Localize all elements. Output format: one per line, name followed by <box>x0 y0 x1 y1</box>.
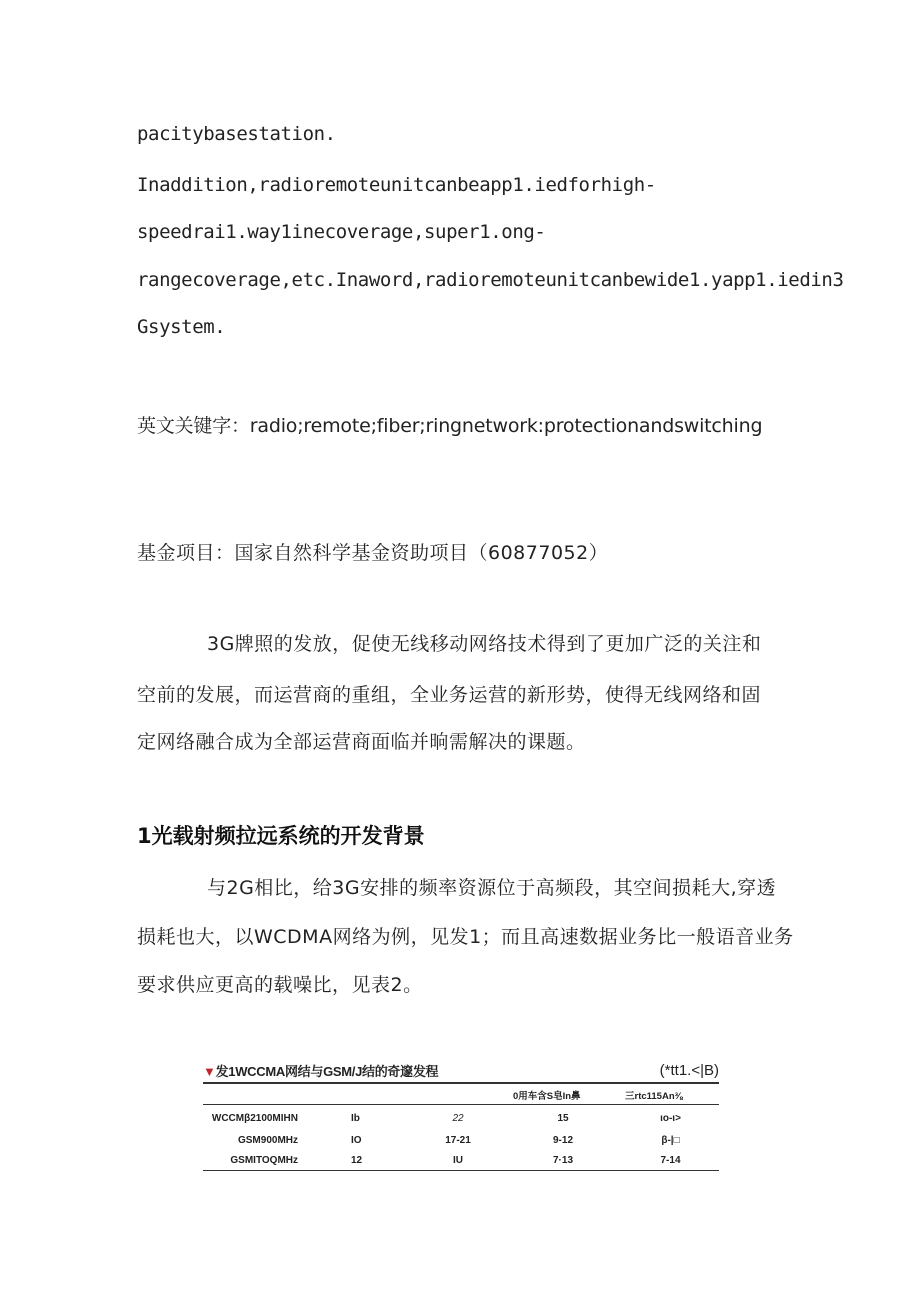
table-unit: (*tt1.<|B) <box>659 1062 719 1079</box>
abstract-line: rangecoverage,etc.Inaword,radioremoteunitcanbewide1.yapp1.iedin3 <box>137 269 844 291</box>
table-header-cell: 三rtc115An⅜ <box>625 1091 683 1102</box>
paragraph-line: 与2G相比，给3G安排的频率资源位于高频段，其空间损耗大,穿透 <box>207 877 777 899</box>
abstract-line: Gsystem. <box>137 316 226 338</box>
paragraph-line: 要求供应更高的载噪比，见表2。 <box>137 974 423 996</box>
keywords: 英文关键字：radio;remote;fiber;ringnetwork:protectionandswitching <box>137 415 763 437</box>
paragraph-line: 定网络融合成为全部运营商面临并晌需解决的课题。 <box>137 731 586 753</box>
table-cell: 9-12 <box>552 1135 573 1146</box>
table-title-text: 发1WCCMA网结与GSM/J结的奇邃发程 <box>215 1064 439 1079</box>
abstract-line: pacitybasestation. <box>137 123 336 145</box>
table-header-rule <box>203 1104 719 1105</box>
paragraph-line: 损耗也大，以WCDMA网络为例，见发1；而且高速数据业务比一般语音业务 <box>137 926 794 948</box>
table-cell: 7·13 <box>552 1155 573 1166</box>
table-cell: GSM900MHz <box>237 1135 298 1146</box>
table-cell: 17-21 <box>445 1135 471 1146</box>
triangle-marker-icon: ▼ <box>203 1064 216 1079</box>
table-cell: Ib <box>351 1113 360 1124</box>
paragraph-line: 3G牌照的发放，促使无线移动网络技术得到了更加广泛的关注和 <box>207 633 762 655</box>
table-title <box>203 1061 438 1080</box>
table-cell: 15 <box>557 1113 569 1124</box>
table-cell: 7-14 <box>660 1155 681 1166</box>
table-cell: 22 <box>452 1113 464 1124</box>
paragraph-line: 空前的发展，而运营商的重组，全业务运营的新形势，使得无线网络和固 <box>137 684 762 706</box>
fund-info: 基金项目：国家自然科学基金资助项目（60877052） <box>137 542 609 564</box>
table-top-rule <box>203 1082 719 1084</box>
table-bottom-rule <box>203 1170 719 1171</box>
table-cell: WCCMβ2100MIHN <box>211 1113 298 1124</box>
table-cell: β-|□ <box>661 1135 680 1146</box>
table-header-cell: 0用车含S皂In鼻 <box>513 1091 581 1102</box>
table-cell: IU <box>453 1155 463 1166</box>
section-heading: 1光载射频拉远系统的开发背景 <box>137 824 425 848</box>
table-cell: 12 <box>351 1155 363 1166</box>
table-cell: IO <box>351 1135 362 1146</box>
abstract-line: speedrai1.way1inecoverage,super1.ong- <box>137 221 546 243</box>
table-cell: GSMITOQMHz <box>230 1155 298 1166</box>
abstract-line: Inaddition,radioremoteunitcanbeapp1.iedforhigh- <box>137 174 656 196</box>
table-cell: ιo-ι> <box>660 1113 681 1124</box>
